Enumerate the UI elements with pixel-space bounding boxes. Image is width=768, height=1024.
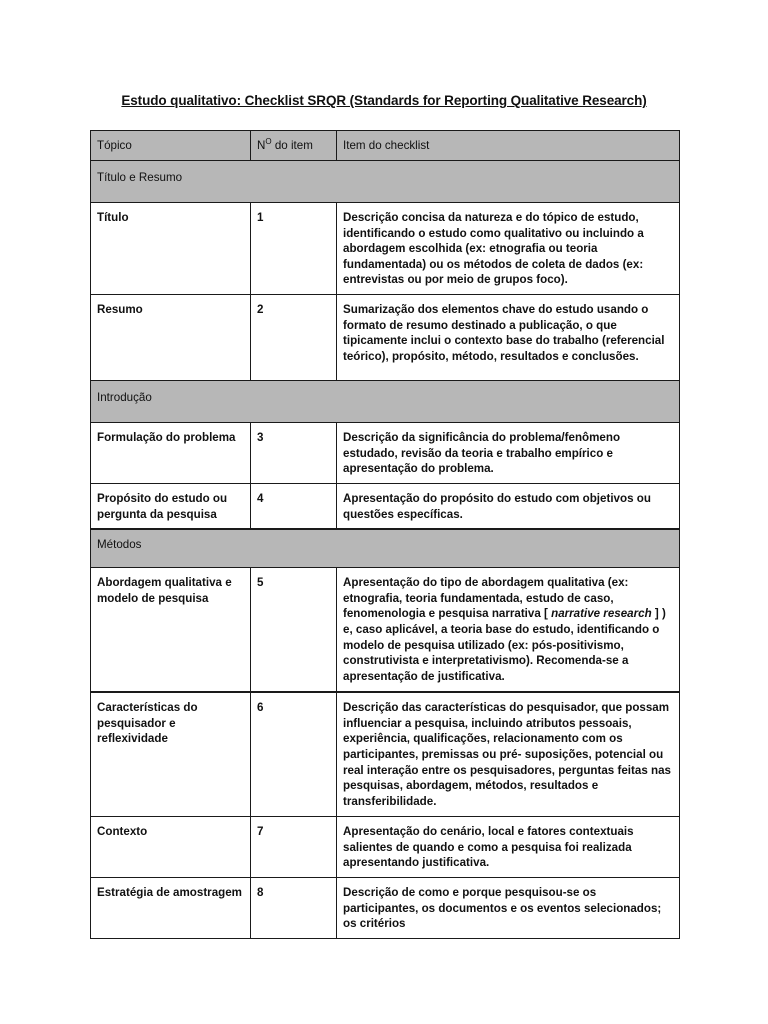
row-description: Descrição das características do pesquisador, que possam influenciar a pesquisa, incluindo atributos pessoais, experiência, qualificações, relacionamento com os participantes, premissas ou pré- suposições, potencial ou real interação entre os pesquisadores, perguntas feitas nas pesquisas, abordagem, métodos, resultados e transferibilidade.: [337, 692, 680, 817]
row-description: Apresentação do cenário, local e fatores contextuais salientes de quando e como a pesquisa foi realizada apresentando justificativa.: [337, 817, 680, 878]
section-row-titulo-resumo: [91, 161, 680, 203]
row-description: Sumarização dos elementos chave do estudo usando o formato de resumo destinado a publicação, o que tipicamente inclui o contexto base do trabalho (referencial teórico), propósito, método, resultados e conclusões.: [337, 295, 680, 381]
row-number: 7: [251, 817, 337, 878]
table-row: [91, 203, 680, 295]
row-number: 5: [251, 568, 337, 693]
row-description: Descrição de como e porque pesquisou-se os participantes, os documentos e os eventos selecionados; os critérios: [337, 878, 680, 939]
header-item-number-suffix: do item: [271, 139, 313, 152]
row-number: 4: [251, 484, 337, 530]
row-number: 2: [251, 295, 337, 381]
row-number: 3: [251, 423, 337, 484]
header-item-number-sup: O: [265, 137, 272, 147]
row-number: 8: [251, 878, 337, 939]
row-description: Apresentação do propósito do estudo com objetivos ou questões específicas.: [337, 484, 680, 530]
header-item-number-prefix: N: [257, 139, 266, 152]
row-topic: Estratégia de amostragem: [91, 878, 251, 939]
table-row: [91, 878, 680, 939]
row-number: 6: [251, 692, 337, 817]
row-number: 1: [251, 203, 337, 295]
row-description: [337, 568, 680, 693]
row-topic: Formulação do problema: [91, 423, 251, 484]
table-row: [91, 568, 680, 693]
table-row: [91, 692, 680, 817]
section-label: Introdução: [91, 381, 680, 423]
row-description-part: Apresentação do tipo de abordagem qualitativa (ex: etnografia, teoria fundamentada, estudo de caso, fenomenologia e pesquisa narrativa [: [343, 576, 629, 621]
row-topic: Características do pesquisador e reflexividade: [91, 692, 251, 817]
document-title: Estudo qualitativo: Checklist SRQR (Standards for Reporting Qualitative Research): [121, 93, 647, 108]
row-topic: Propósito do estudo ou pergunta da pesquisa: [91, 484, 251, 530]
table-row: [91, 423, 680, 484]
row-description: Descrição da significância do problema/fenômeno estudado, revisão da teoria e trabalho empírico e apresentação do problema.: [337, 423, 680, 484]
row-description-part: ] ) e, caso aplicável, a teoria base do estudo, identificando o modelo de pesquisa utilizado (ex: pós-positivismo, construtivista e interpretativismo). Recomenda-se a apresentação de justificativa.: [343, 607, 666, 683]
row-description: Descrição concisa da natureza e do tópico de estudo, identificando o estudo como qualitativo ou incluindo a abordagem escolhida (ex: etnografia ou teoria fundamentada) ou os métodos de coleta de dados (ex: entrevistas ou por meio de grupos foco).: [337, 203, 680, 295]
table-row: [91, 484, 680, 530]
header-checklist-item: Item do checklist: [337, 131, 680, 161]
table-row: [91, 295, 680, 381]
section-label: Título e Resumo: [91, 161, 680, 203]
table-row: [91, 817, 680, 878]
row-topic: Contexto: [91, 817, 251, 878]
header-topic: Tópico: [91, 131, 251, 161]
checklist-table: [90, 130, 680, 939]
row-topic: Resumo: [91, 295, 251, 381]
row-topic: Abordagem qualitativa e modelo de pesquisa: [91, 568, 251, 693]
table-header-row: [91, 131, 680, 161]
row-description-italic: narrative research: [551, 607, 652, 621]
header-item-number: [251, 131, 337, 161]
section-row-metodos: [91, 529, 680, 568]
section-row-introducao: [91, 381, 680, 423]
row-topic: Título: [91, 203, 251, 295]
section-label: Métodos: [91, 529, 680, 568]
